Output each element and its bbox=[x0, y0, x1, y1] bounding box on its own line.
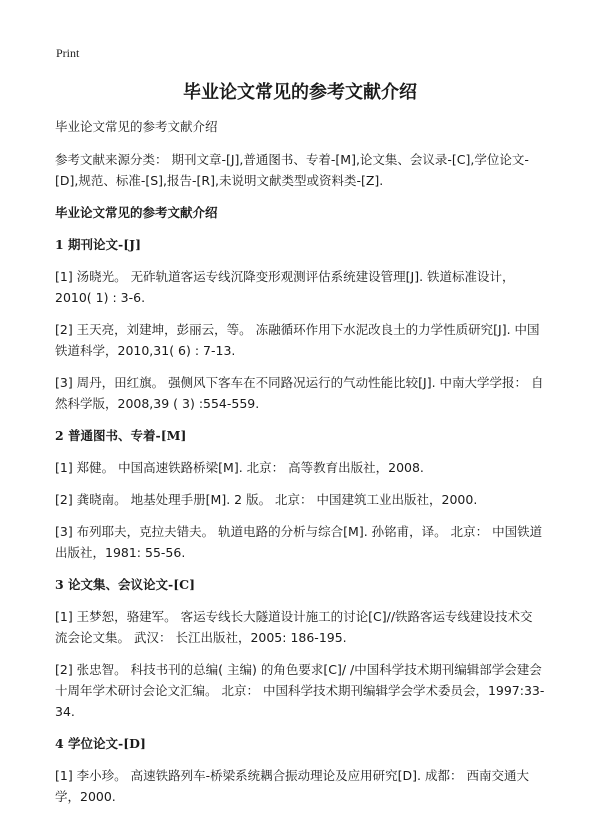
section-heading-journal: 1 期刊论文-[J] bbox=[55, 237, 141, 252]
article-body bbox=[55, 116, 545, 818]
print-link[interactable]: Print bbox=[56, 46, 80, 60]
reference-item: [3] 周丹，田红旗。 强侧风下客车在不同路况运行的气动性能比较[J]. 中南大学学报： 自然科学版，2008,39 ( 3) :554-559. bbox=[55, 375, 544, 411]
section-heading-proceedings: 3 论文集、会议论文-[C] bbox=[55, 577, 196, 592]
section-heading: 毕业论文常见的参考文献介绍 bbox=[55, 205, 218, 220]
reference-item: [1] 李小珍。 高速铁路列车-桥梁系统耦合振动理论及应用研究[D]. 成都： 西南交通大学，2000. bbox=[55, 768, 529, 804]
reference-item: [2] 张忠智。 科技书刊的总编( 主编) 的角色要求[C]/ /中国科学技术期刊编辑部学会建会十周年学术研讨会论文汇编。 北京： 中国科学技术期刊编辑学会学术委员会，1997:33-34. bbox=[55, 662, 545, 719]
intro-paragraph: 参考文献来源分类： 期刊文章-[J],普通图书、专着-[M],论文集、会议录-[C],学位论文-[D],规范、标准-[S],报告-[R],未说明文献类型或资料类-[Z]. bbox=[55, 152, 529, 188]
section-heading-thesis: 4 学位论文-[D] bbox=[55, 736, 146, 751]
page-title: 毕业论文常见的参考文献介绍 bbox=[183, 82, 417, 103]
reference-item: [1] 汤晓光。 无砟轨道客运专线沉降变形观测评估系统建设管理[J]. 铁道标准设计，2010( 1) : 3-6. bbox=[55, 269, 515, 305]
reference-item: [3] 布列耶夫，克拉夫错夫。 轨道电路的分析与综合[M]. 孙铭甫，译。 北京： 中国铁道出版社，1981: 55-56. bbox=[55, 524, 543, 560]
subtitle: 毕业论文常见的参考文献介绍 bbox=[55, 119, 218, 134]
reference-item: [1] 王梦恕，骆建军。 客运专线长大隧道设计施工的讨论[C]//铁路客运专线建设技术交流会论文集。 武汉： 长江出版社，2005: 186-195. bbox=[55, 609, 533, 645]
reference-item: [1] 郑健。 中国高速铁路桥梁[M]. 北京： 高等教育出版社，2008. bbox=[55, 460, 424, 475]
section-heading-books: 2 普通图书、专着-[M] bbox=[55, 428, 187, 443]
reference-item: [2] 龚晓南。 地基处理手册[M]. 2 版。 北京： 中国建筑工业出版社，2000. bbox=[55, 492, 478, 507]
reference-item: [2] 王天亮，刘建坤，彭丽云，等。 冻融循环作用下水泥改良土的力学性质研究[J]. 中国铁道科学，2010,31( 6) : 7-13. bbox=[55, 322, 540, 358]
